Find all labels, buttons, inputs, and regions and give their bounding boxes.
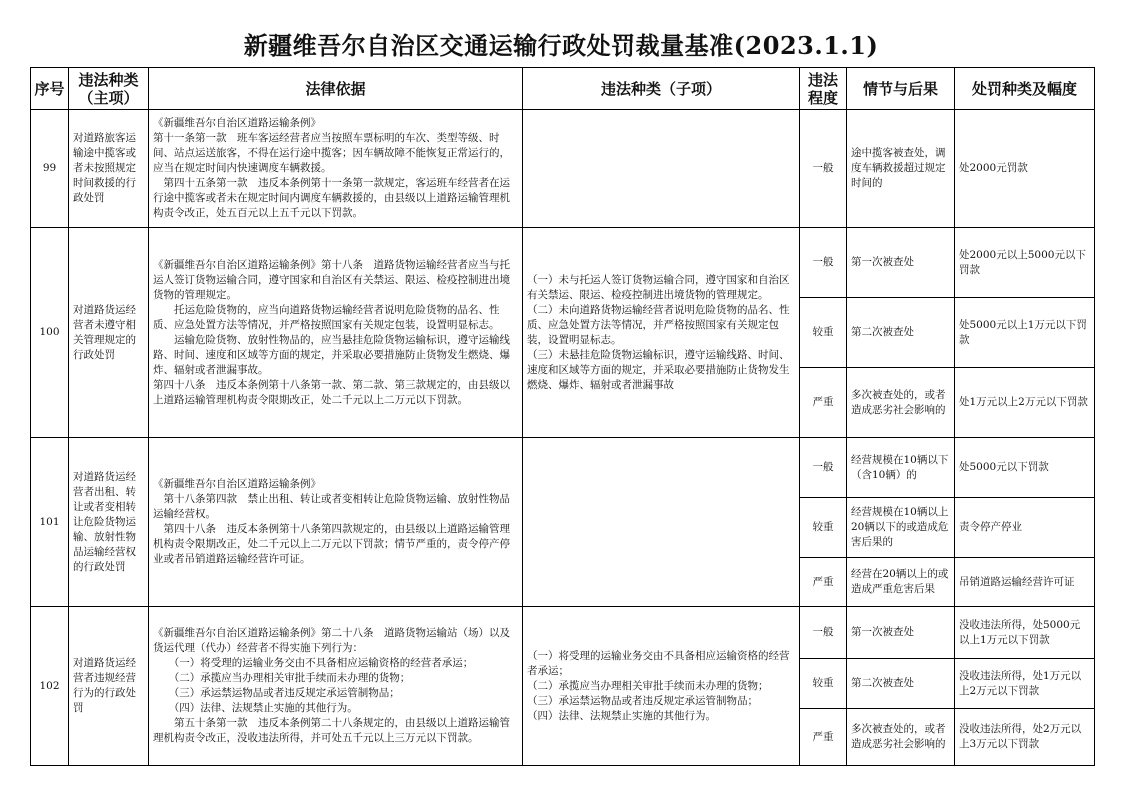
header-main: 违法种类 （主项） <box>69 68 149 110</box>
circumstances-cell: 第二次被查处 <box>847 659 955 709</box>
circumstances-cell: 经营规模在10辆以上20辆以下的或造成危害后果的 <box>847 498 955 558</box>
penalty-cell: 吊销道路运输经营许可证 <box>955 558 1095 607</box>
sub-violation <box>523 438 800 607</box>
header-degree: 违法 程度 <box>800 68 847 110</box>
header-sub: 违法种类（子项） <box>523 68 800 110</box>
table-row <box>31 607 1095 659</box>
header-row <box>31 68 1095 110</box>
circumstances-cell: 经营规模在10辆以下（含10辆）的 <box>847 438 955 498</box>
degree-cell: 一般 <box>800 607 847 659</box>
main-violation: 对道路货运经营者未遵守相关管理规定的行政处罚 <box>69 228 149 438</box>
penalty-cell: 处5000元以下罚款 <box>955 438 1095 498</box>
table-row <box>31 228 1095 298</box>
degree-cell: 较重 <box>800 498 847 558</box>
row-number: 102 <box>31 607 69 766</box>
header-penalty: 处罚种类及幅度 <box>955 68 1095 110</box>
penalty-cell: 处2000元罚款 <box>955 110 1095 228</box>
penalty-cell: 责令停产停业 <box>955 498 1095 558</box>
main-violation: 对道路旅客运输途中揽客或者未按照规定时间救援的行政处罚 <box>69 110 149 228</box>
degree-cell: 一般 <box>800 228 847 298</box>
penalty-table <box>30 67 1095 766</box>
header-circumstances: 情节与后果 <box>847 68 955 110</box>
degree-cell: 严重 <box>800 709 847 766</box>
table-row <box>31 438 1095 498</box>
main-violation: 对道路货运经营者违规经营行为的行政处罚 <box>69 607 149 766</box>
row-number: 100 <box>31 228 69 438</box>
penalty-cell: 没收违法所得，处1万元以上2万元以下罚款 <box>955 659 1095 709</box>
penalty-cell: 没收违法所得，处5000元以上1万元以下罚款 <box>955 607 1095 659</box>
legal-basis: 《新疆维吾尔自治区道路运输条例》 第十八条第四款 禁止出租、转让或者变相转让危险货物运输、放射性物品运输经营权。 第四十八条 违反本条例第十八条第四款规定的，由县级以上道路运输管理机构责令限期改正，处二千元以上二万元以下罚款；情节严重的，责令停产停业或者吊销道路运输经营许可证。 <box>149 438 523 607</box>
table-row <box>31 110 1095 228</box>
page-title: 新疆维吾尔自治区交通运输行政处罚裁量基准(2023.1.1) <box>243 31 879 60</box>
circumstances-cell: 途中揽客被查处，调度车辆救援超过规定时间的 <box>847 110 955 228</box>
degree-cell: 严重 <box>800 368 847 438</box>
header-no: 序号 <box>31 68 69 110</box>
sub-violation: （一）将受理的运输业务交由不具备相应运输资格的经营者承运； （二）承揽应当办理相关审批手续而未办理的货物； （三）承运禁运物品或者违反规定承运管制物品； （四）法律、法规禁止实施的其他行为。 <box>523 607 800 766</box>
legal-basis: 《新疆维吾尔自治区道路运输条例》第十八条 道路货物运输经营者应当与托运人签订货物运输合同，遵守国家和自治区有关禁运、限运、检疫控制进出境货物的管理规定。 托运危险货物的，应当向道路货物运输经营者说明危险货物的品名、性质、应急处置方法等情况，并严格按照国家有关规定包装，设置明显标志。 运输危险货物、放射性物品的，应当悬挂危险货物运输标识，遵守运输线路、时间、速度和区域等方面的规定，并采取必要措施防止货物发生燃烧、爆炸、辐射或者泄漏事故。 第四十八条 违反本条例第十八条第一款、第二款、第三款规定的，由县级以上道路运输管理机构责令限期改正，处二千元以上二万元以下罚款。 <box>149 228 523 438</box>
circumstances-cell: 第一次被查处 <box>847 607 955 659</box>
penalty-cell: 处5000元以上1万元以下罚款 <box>955 298 1095 368</box>
circumstances-cell: 第一次被查处 <box>847 228 955 298</box>
circumstances-cell: 多次被查处的，或者造成恶劣社会影响的 <box>847 368 955 438</box>
degree-cell: 较重 <box>800 659 847 709</box>
row-number: 101 <box>31 438 69 607</box>
sub-violation: （一）未与托运人签订货物运输合同，遵守国家和自治区有关禁运、限运、检疫控制进出境货物的管理规定。 （二）未向道路货物运输经营者说明危险货物的品名、性质、应急处置方法等情况，并严格按照国家有关规定包装，设置明显标志。 （三）未悬挂危险货物运输标识，遵守运输线路、时间、速度和区域等方面的规定，并采取必要措施防止货物发生燃烧、爆炸、辐射或者泄漏事故 <box>523 228 800 438</box>
penalty-cell: 处2000元以上5000元以下罚款 <box>955 228 1095 298</box>
legal-basis: 《新疆维吾尔自治区道路运输条例》 第十一条第一款 班车客运经营者应当按照车票标明的车次、类型等级、时间、站点运送旅客，不得在运行途中揽客；因车辆故障不能恢复正常运行的，应当在规定时间内快速调度车辆救援。 第四十五条第一款 违反本条例第十一条第一款规定，客运班车经营者在运行途中揽客或者未在规定时间内调度车辆救援的，由县级以上道路运输管理机构责令改正，处五百元以上五千元以下罚款。 <box>149 110 523 228</box>
penalty-cell: 没收违法所得，处2万元以上3万元以下罚款 <box>955 709 1095 766</box>
header-basis: 法律依据 <box>149 68 523 110</box>
penalty-cell: 处1万元以上2万元以下罚款 <box>955 368 1095 438</box>
legal-basis: 《新疆维吾尔自治区道路运输条例》第二十八条 道路货物运输站（场）以及货运代理（代办）经营者不得实施下列行为： （一）将受理的运输业务交由不具备相应运输资格的经营者承运； （二）承揽应当办理相关审批手续而未办理的货物； （三）承运禁运物品或者违反规定承运管制物品； （四）法律、法规禁止实施的其他行为。 第五十条第一款 违反本条例第二十八条规定的，由县级以上道路运输管理机构责令改正，没收违法所得，并可处五千元以上三万元以下罚款。 <box>149 607 523 766</box>
degree-cell: 较重 <box>800 298 847 368</box>
circumstances-cell: 第二次被查处 <box>847 298 955 368</box>
degree-cell: 一般 <box>800 110 847 228</box>
main-violation: 对道路货运经营者出租、转让或者变相转让危险货物运输、放射性物品运输经营权的行政处罚 <box>69 438 149 607</box>
sub-violation <box>523 110 800 228</box>
circumstances-cell: 多次被查处的，或者造成恶劣社会影响的 <box>847 709 955 766</box>
circumstances-cell: 经营在20辆以上的或造成严重危害后果 <box>847 558 955 607</box>
row-number: 99 <box>31 110 69 228</box>
degree-cell: 严重 <box>800 558 847 607</box>
degree-cell: 一般 <box>800 438 847 498</box>
